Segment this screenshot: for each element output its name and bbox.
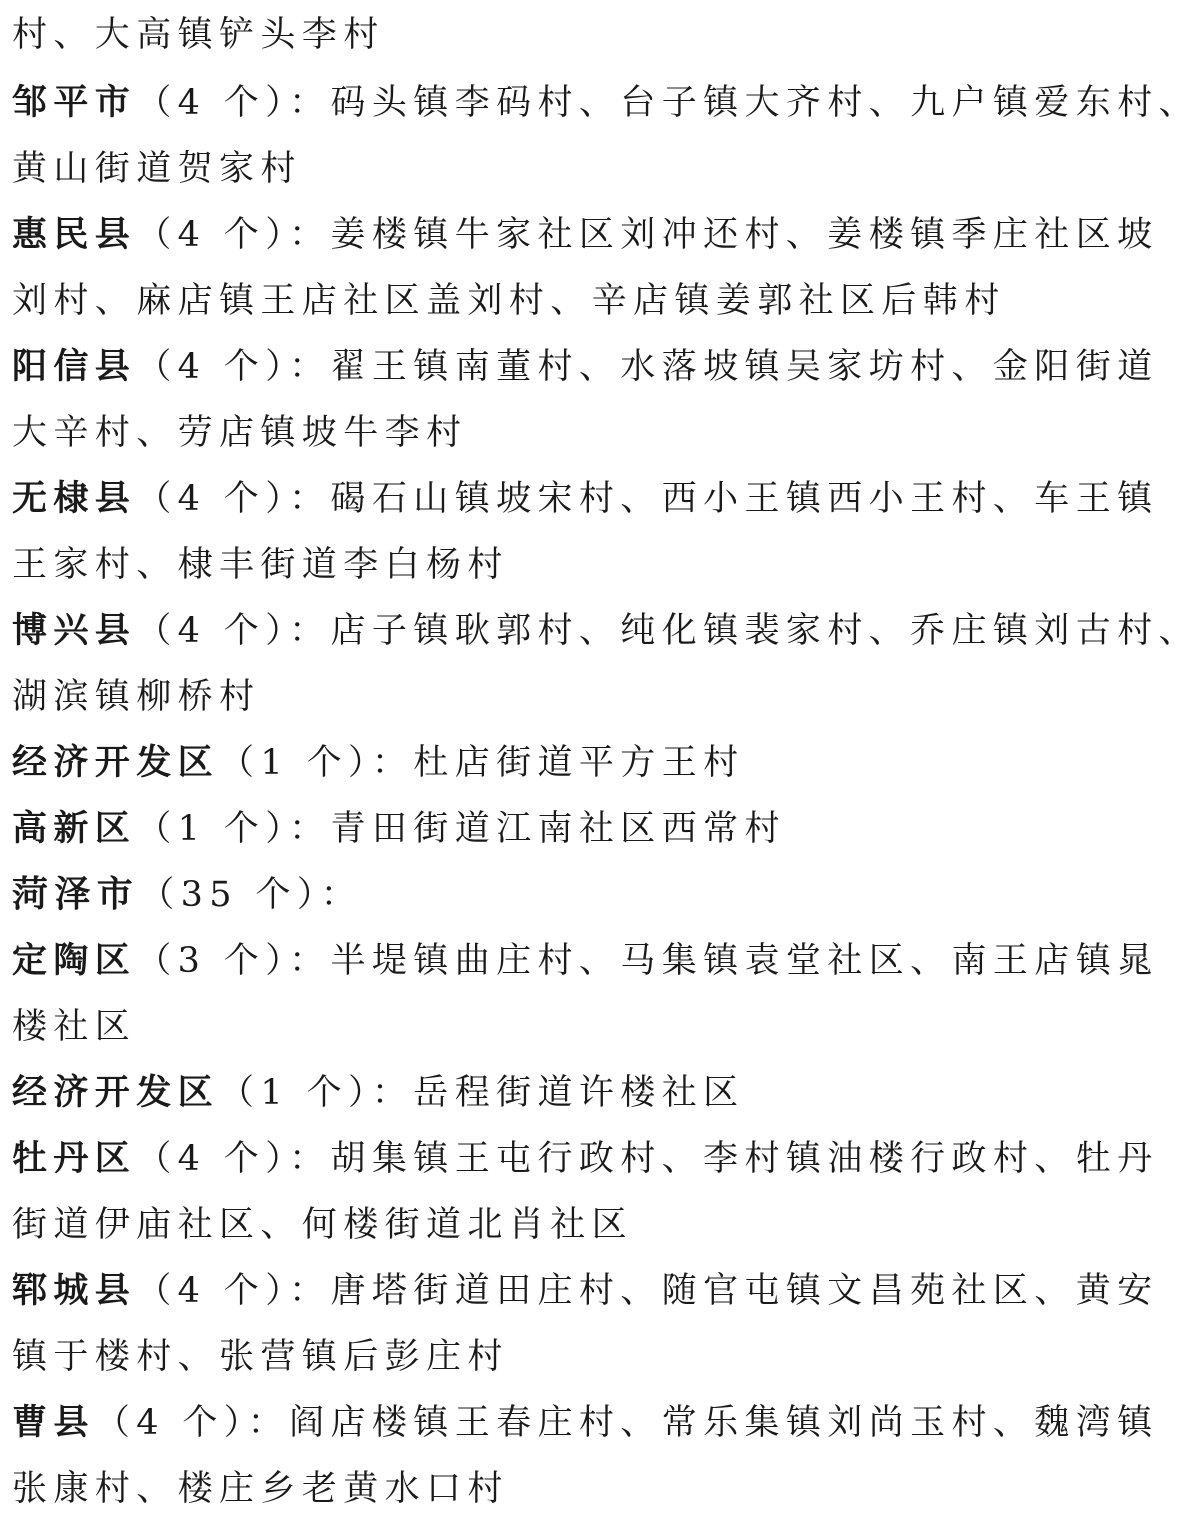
text-line — [12, 466, 1159, 532]
text-line — [12, 1060, 1068, 1126]
line-label: 无棣县 — [12, 479, 137, 519]
line-text: （4 个）：唐塔街道田庄村、随官屯镇文昌苑社区、黄安 — [136, 1271, 1159, 1311]
text-line — [12, 1126, 1159, 1192]
line-text: （35 个）： — [139, 875, 363, 915]
line-text: （1 个）：青田街道江南社区西常村 — [136, 809, 786, 849]
text-line — [12, 994, 1068, 1060]
line-label: 郓城县 — [12, 1271, 137, 1311]
line-label: 邹平市 — [12, 83, 137, 123]
line-text: （4 个）：店子镇耿郭村、纯化镇裴家村、乔庄镇刘古村、 — [136, 611, 1200, 651]
text-line — [12, 796, 1068, 862]
line-label: 经济开发区 — [12, 1073, 220, 1113]
text-line — [12, 1390, 1159, 1456]
line-label: 曹县 — [12, 1403, 95, 1443]
text-line — [12, 532, 1068, 598]
text-line — [12, 0, 1068, 70]
line-label: 博兴县 — [12, 611, 137, 651]
line-text: 街道伊庙社区、何楼街道北肖社区 — [12, 1205, 634, 1245]
line-text: 湖滨镇柳桥村 — [12, 677, 261, 717]
line-text: 楼社区 — [12, 1007, 137, 1047]
document-body — [12, 0, 1200, 1522]
line-label: 阳信县 — [12, 347, 137, 387]
text-line — [12, 1192, 1068, 1258]
text-line — [12, 268, 1068, 334]
line-label: 高新区 — [12, 809, 137, 849]
line-text: （3 个）：半堤镇曲庄村、马集镇袁堂社区、南王店镇晁 — [136, 941, 1159, 981]
line-text: 村、大高镇铲头李村 — [12, 15, 385, 55]
line-label: 牡丹区 — [12, 1139, 137, 1179]
line-text: 王家村、棣丰街道李白杨村 — [12, 545, 509, 585]
text-line — [12, 664, 1068, 730]
text-line — [12, 202, 1159, 268]
text-line — [12, 136, 1068, 202]
line-text: 黄山街道贺家村 — [12, 149, 302, 189]
text-line — [12, 598, 1200, 664]
line-text: （4 个）：碣石山镇坡宋村、西小王镇西小王村、车王镇 — [136, 479, 1159, 519]
city-heading: 菏泽市 — [12, 874, 140, 915]
text-line — [12, 730, 1068, 796]
line-text: （4 个）：码头镇李码村、台子镇大齐村、九户镇爱东村、 — [136, 83, 1200, 123]
text-line — [12, 1258, 1159, 1324]
line-text: 镇于楼村、张营镇后彭庄村 — [12, 1337, 509, 1377]
line-text: （4 个）：阎店楼镇王春庄村、常乐集镇刘尚玉村、魏湾镇 — [94, 1403, 1159, 1443]
line-label: 惠民县 — [12, 215, 137, 255]
text-line — [12, 70, 1200, 136]
text-line — [12, 928, 1159, 994]
section-heading — [12, 862, 1068, 928]
text-line — [12, 1324, 1068, 1390]
line-text: （1 个）：岳程街道许楼社区 — [219, 1073, 745, 1113]
line-text: （4 个）：胡集镇王屯行政村、李村镇油楼行政村、牡丹 — [136, 1139, 1159, 1179]
text-line — [12, 400, 1068, 466]
text-line — [12, 1456, 1068, 1522]
line-text: （4 个）：翟王镇南董村、水落坡镇吴家坊村、金阳街道 — [136, 347, 1159, 387]
line-text: 刘村、麻店镇王店社区盖刘村、辛店镇姜郭社区后韩村 — [12, 281, 1006, 321]
line-label: 经济开发区 — [12, 743, 220, 783]
line-text: 大辛村、劳店镇坡牛李村 — [12, 413, 468, 453]
line-label: 定陶区 — [12, 941, 137, 981]
line-text: 张康村、楼庄乡老黄水口村 — [12, 1469, 509, 1509]
text-line — [12, 334, 1159, 400]
line-text: （4 个）：姜楼镇牛家社区刘冲还村、姜楼镇季庄社区坡 — [136, 215, 1159, 255]
line-text: （1 个）：杜店街道平方王村 — [219, 743, 745, 783]
